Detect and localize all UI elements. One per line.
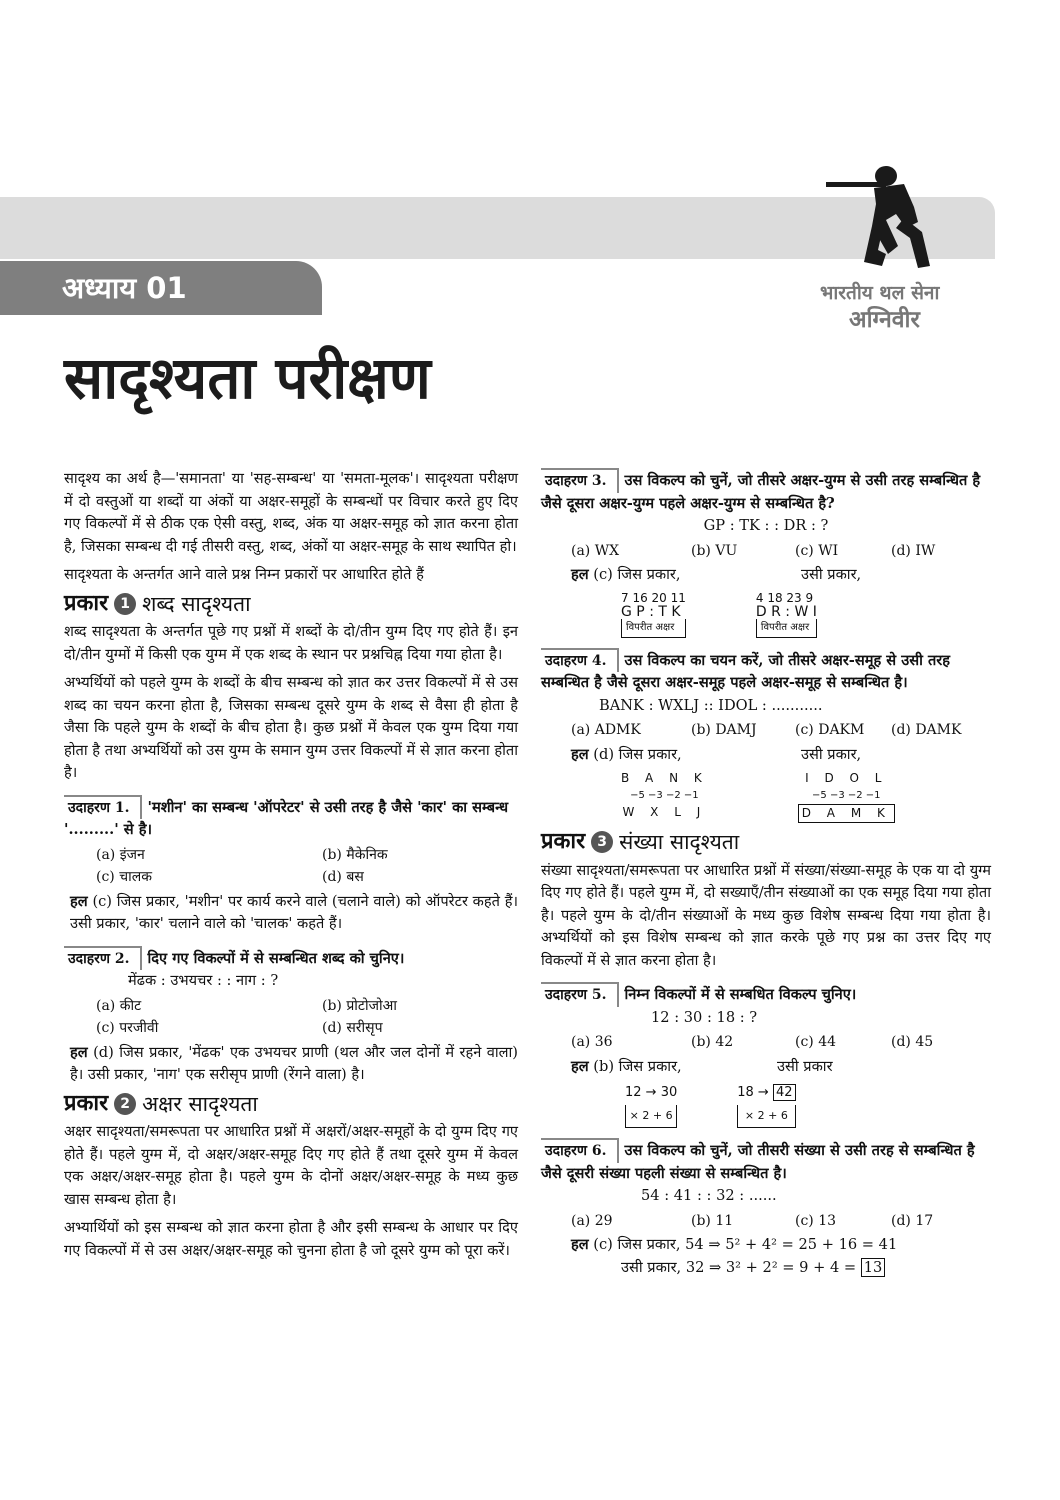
example-4: उदाहरण 4. उस विकल्प का चयन करें, जो तीसरे अक्षर-समूह से उसी तरह सम्बन्धित है जैसे दूसरा अक्षर-समूह पहले अक्षर-समूह से सम्बन्धित है। BANK : WXLJ :: IDOL : ........... (a) ADMK (b) DAMJ (c) DAKM (d) DAMK हल (d) जिस प्रकार, उसी प्रकार, B A N K −5 −3 −2 −1 W X L J I D O L −5 −3 −2 −1 D A M K — [541, 648, 991, 824]
intro-paragraph-1: सादृश्य का अर्थ है—'समानता' या 'सह-सम्बन्ध' या 'समता-मूलक'। सादृश्यता परीक्षण में दो वस्तुओं या शब्दों या अंकों या अक्षर-समूहों के सम्बन्धों पर विचार करते हुए दिए गए विकल्पों में से ठीक एक ऐसी वस्तु, शब्द, अंक या अक्षर-समूह को ज्ञात करना होता है, जिसका सम्बन्ध दी गई तीसरी वस्तु, शब्द, अंकों या अक्षर-समूह के साथ स्थापित हो। — [64, 470, 518, 555]
soldier-logo-icon — [826, 162, 936, 270]
right-column — [541, 468, 991, 1279]
example-4-diagram: B A N K −5 −3 −2 −1 W X L J I D O L −5 −3 −2 −1 D A M K — [541, 770, 991, 823]
example-2: उदाहरण 2. दिए गए विकल्पों में से सम्बन्धित शब्द को चुनिए। मेंढक : उभयचर : : नाग : ? (a) कीट (b) प्रोटोजोआ (c) परजीवी (d) सरीसृप हल (d) जिस प्रकार, 'मेंढक' एक उभयचर प्राणी (थल और जल दोनों में रहने वाला) है। उसी प्रकार, 'नाग' एक सरीसृप प्राणी (रेंगने वाला) है। — [64, 946, 518, 1087]
type1-paragraph-1: शब्द सादृश्यता के अन्तर्गत पूछे गए प्रश्नों में शब्दों के दो/तीन युग्म दिए गए होते हैं। इन दो/तीन युग्मों में किसी एक युग्म में एक शब्द के स्थान पर प्रश्नचिह्न दिया गया होता है। — [64, 623, 518, 663]
example-3: उदाहरण 3. उस विकल्प को चुनें, जो तीसरे अक्षर-युग्म से उसी तरह सम्बन्धित है जैसे दूसरा अक्षर-युग्म पहले अक्षर-युग्म से सम्बन्धित है? GP : TK : : DR : ? (a) WX (b) VU (c) WI (d) IW हल (c) जिस प्रकार, उसी प्रकार, 7 16 20 11 G P : T K विपरीत अक्षर 4 18 23 9 D R : W I विपरीत अक्षर — [541, 468, 991, 638]
example-5-diagram: 12 → 30 × 2 + 6 18 → 42 × 2 + 6 — [541, 1082, 991, 1128]
type2-paragraph-2: अभ्यार्थियों को इस सम्बन्ध को ज्ञात करना होता है और इसी सम्बन्ध के आधार पर दिए गए विकल्पों में से उस अक्षर/अक्षर-समूह को चुनना होता है जो दूसरे युग्म को पूरा करें। — [64, 1219, 518, 1259]
type1-paragraph-2: अभ्यर्थियों को पहले युग्म के शब्दों के बीच सम्बन्ध को ज्ञात कर उत्तर विकल्पों में से उस शब्द का चयन करना होता है, जिसका सम्बन्ध दूसरे युग्म के शब्द से वैसा ही होता है जैसा कि पहले युग्म के शब्दों के बीच होता है। कुछ प्रश्नों में केवल एक युग्म दिया गया होता है तथा अभ्यर्थियों को उस युग्म के समान युग्म उत्तर विकल्पों में से ज्ञात करना होता है। — [64, 674, 518, 781]
example-6: उदाहरण 6. उस विकल्प को चुनें, जो तीसरी संख्या से उसी तरह से सम्बन्धित है जैसे दूसरी संख्या पहली संख्या से सम्बन्धित है। 54 : 41 : : 32 : ...... (a) 29 (b) 11 (c) 13 (d) 17 हल (c) जिस प्रकार, 54 ⇒ 5² + 4² = 25 + 16 = 41 उसी प्रकार, 32 ⇒ 3² + 2² = 9 + 4 = 13 — [541, 1138, 991, 1279]
type1-heading: प्रकार 1 शब्द सादृश्यता — [64, 590, 251, 616]
type2-heading: प्रकार 2 अक्षर सादृश्यता — [64, 1090, 258, 1116]
example-3-diagram: 7 16 20 11 G P : T K विपरीत अक्षर 4 18 23 9 D R : W I विपरीत अक्षर — [541, 591, 991, 638]
type3-heading: प्रकार 3 संख्या सादृश्यता — [541, 829, 740, 854]
intro-paragraph-2: सादृश्यता के अन्तर्गत आने वाले प्रश्न निम्न प्रकारों पर आधारित होते हैं — [64, 566, 424, 583]
example-1: उदाहरण 1. 'मशीन' का सम्बन्ध 'ऑपरेटर' से उसी तरह है जैसे 'कार' का सम्बन्ध '.........' से है। (a) इंजन (b) मैकेनिक (c) चालक (d) बस हल (c) जिस प्रकार, 'मशीन' पर कार्य करने वाले (चलाने वाले) को ऑपरेटर कहते हैं। उसी प्रकार, 'कार' चलाने वाले को 'चालक' कहते हैं। — [64, 795, 518, 936]
brand-line-1: भारतीय थल सेना — [820, 282, 940, 304]
example-5: उदाहरण 5. निम्न विकल्पों में से सम्बधित विकल्प चुनिए। 12 : 30 : 18 : ? (a) 36 (b) 42 (c) 44 (d) 45 हल (b) जिस प्रकार, उसी प्रकार 12 → 30 × 2 + 6 18 → 42 × 2 + 6 — [541, 982, 991, 1128]
page-title: सादृश्यता परीक्षण — [64, 344, 431, 412]
left-column — [64, 468, 518, 1268]
chapter-label: अध्याय 01 — [0, 261, 322, 315]
brand-line-2: अग्निवीर — [849, 307, 920, 333]
type2-paragraph-1: अक्षर सादृश्यता/समरूपता पर आधारित प्रश्नों में अक्षरों/अक्षर-समूहों के दो युग्म दिए गए होते हैं। पहले युग्म में, दो अक्षर/अक्षर-समूह दिए गए होते हैं तथा दूसरे युग्म में केवल एक अक्षर/अक्षर-समूह होता है। पहले युग्म के दोनों अक्षर/अक्षर-समूह के मध्य कुछ खास सम्बन्ध होता है। — [64, 1123, 518, 1208]
type3-paragraph-1: संख्या सादृश्यता/समरूपता पर आधारित प्रश्नों में संख्या/संख्या-समूह के एक या दो युग्म दिए गए होते हैं। पहले युग्म में, दो सख्याएँ/तीन संख्याओं का एक समूह दिया गया होता है। पहले युग्म के दो/तीन संख्याओं के मध्य कुछ विशेष सम्बन्ध दिया गया होता है। अभ्यर्थियों को इस विशेष सम्बन्ध को ज्ञात करके पूछे गए प्रश्न का उत्तर दिए गए विकल्पों में से ज्ञात करना होता है। — [541, 861, 991, 969]
